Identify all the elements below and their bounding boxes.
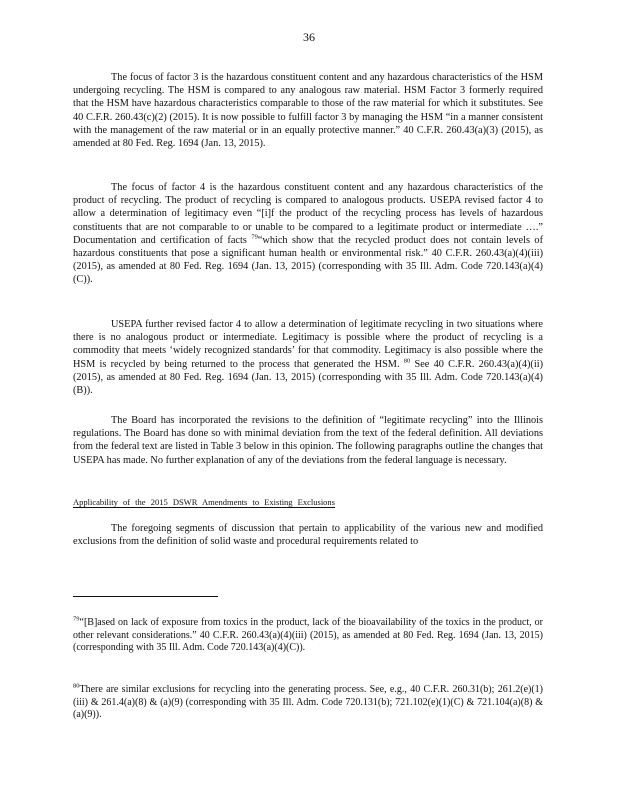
footnote-divider — [73, 596, 218, 597]
section-heading — [73, 497, 543, 508]
paragraph-text: The focus of factor 4 is the hazardous constituent content and any hazardous characteristics of the product of recycling. The product of recycling is compared to analogous products. USEPA revised factor 4 to allow a determination of legitimacy even “[i]f the product of the recycling process has levels of hazardous constituents that are not comparable to or unable to be compared to a legitimate product or intermediate ….” Documentation and certification of facts — [73, 182, 543, 246]
footnote-number: 79 — [73, 615, 80, 623]
paragraph-factor-3 — [73, 71, 543, 150]
footnote-text: There are similar exclusions for recycling into the generating process. See, e.g., 40 C.F.R. 260.31(b); 261.2(e)(1)(iii) & 261.4(a)(8) & (a)(9) (corresponding with 35 Ill. Adm. Code 720.131(b); 721.102(e)(1)(C) & 721.104(a)(8) & (a)(9)). — [73, 684, 543, 721]
paragraph-text-continued: “which show that the recycled product does not contain levels of hazardous constituents that pose a significant human health or environmental risk.” 40 C.F.R. 260.43(a)(4)(iii) (2015), as amended at 80 Fed. Reg. 1694 (Jan. 13, 2015) (corresponding with 35 Ill. Adm. Code 720.143(a)(4)(C)). — [73, 234, 543, 286]
footnote-80 — [73, 684, 543, 722]
footnote-79 — [73, 617, 543, 655]
footnote-text: “[B]ased on lack of exposure from toxics in the product, lack of the bioavailability of the toxics in the product, or other relevant considerations.” 40 C.F.R. 260.43(a)(4)(iii) (2015), as amended at 80 Fed. Reg. 1694 (Jan. 13, 2015) (corresponding with 35 Ill. Adm. Code 720.143(a)(4)(C)). — [73, 617, 543, 654]
paragraph-factor-4-revision — [73, 318, 543, 397]
paragraph-applicability — [73, 522, 543, 548]
section-heading-text: Applicability of the 2015 DSWR Amendments to Existing Exclusions — [73, 497, 335, 507]
footnote-number: 80 — [73, 682, 80, 690]
footnote-ref-80[interactable]: 80 — [403, 357, 411, 365]
paragraph-text: The Board has incorporated the revisions to the definition of “legitimate recycling” into the Illinois regulations. The Board has done so with minimal deviation from the text of the federal definition. All deviations from the federal text are listed in Table 3 below in this opinion. The following paragraphs outline the changes that USEPA has made. No further explanation of any of the deviations from the federal language is necessary. — [73, 415, 543, 466]
page-number: 36 — [303, 30, 315, 44]
paragraph-text-continued: See 40 C.F.R. 260.43(a)(4)(ii) (2015), as amended at 80 Fed. Reg. 1694 (Jan. 13, 2015) (corresponding with 35 Ill. Adm. Code 720.143(a)(4)(B)). — [73, 358, 543, 397]
paragraph-text: The foregoing segments of discussion that pertain to applicability of the various new and modified exclusions from the definition of solid waste and procedural requirements related to — [73, 523, 543, 548]
paragraph-text: The focus of factor 3 is the hazardous constituent content and any hazardous characteristics of the HSM undergoing recycling. The HSM is compared to any analogous raw material. HSM Factor 3 formerly required that the HSM have hazardous characteristics comparable to those of the raw material for which it substitutes. See 40 C.F.R. 260.43(c)(2) (2015). It is now possible to fulfill factor 3 by managing the HSM “in a manner consistent with the management of the raw material or in an equally protective manner.” 40 C.F.R. 260.43(a)(3) (2015), as amended at 80 Fed. Reg. 1694 (Jan. 13, 2015). — [73, 72, 543, 150]
paragraph-factor-4 — [73, 181, 543, 287]
footnote-ref-79[interactable]: 79 — [251, 233, 258, 241]
paragraph-text: USEPA further revised factor 4 to allow a determination of legitimate recycling in two situations where there is no analogous product or intermediate. Legitimacy is possible where the product of recycling is a commodity that meets ‘widely recognized standards’ for that commodity. Legitimacy is also possible where the HSM is recycled by being returned to the process that generated the HSM. — [73, 319, 543, 370]
paragraph-board-incorporation — [73, 414, 543, 467]
